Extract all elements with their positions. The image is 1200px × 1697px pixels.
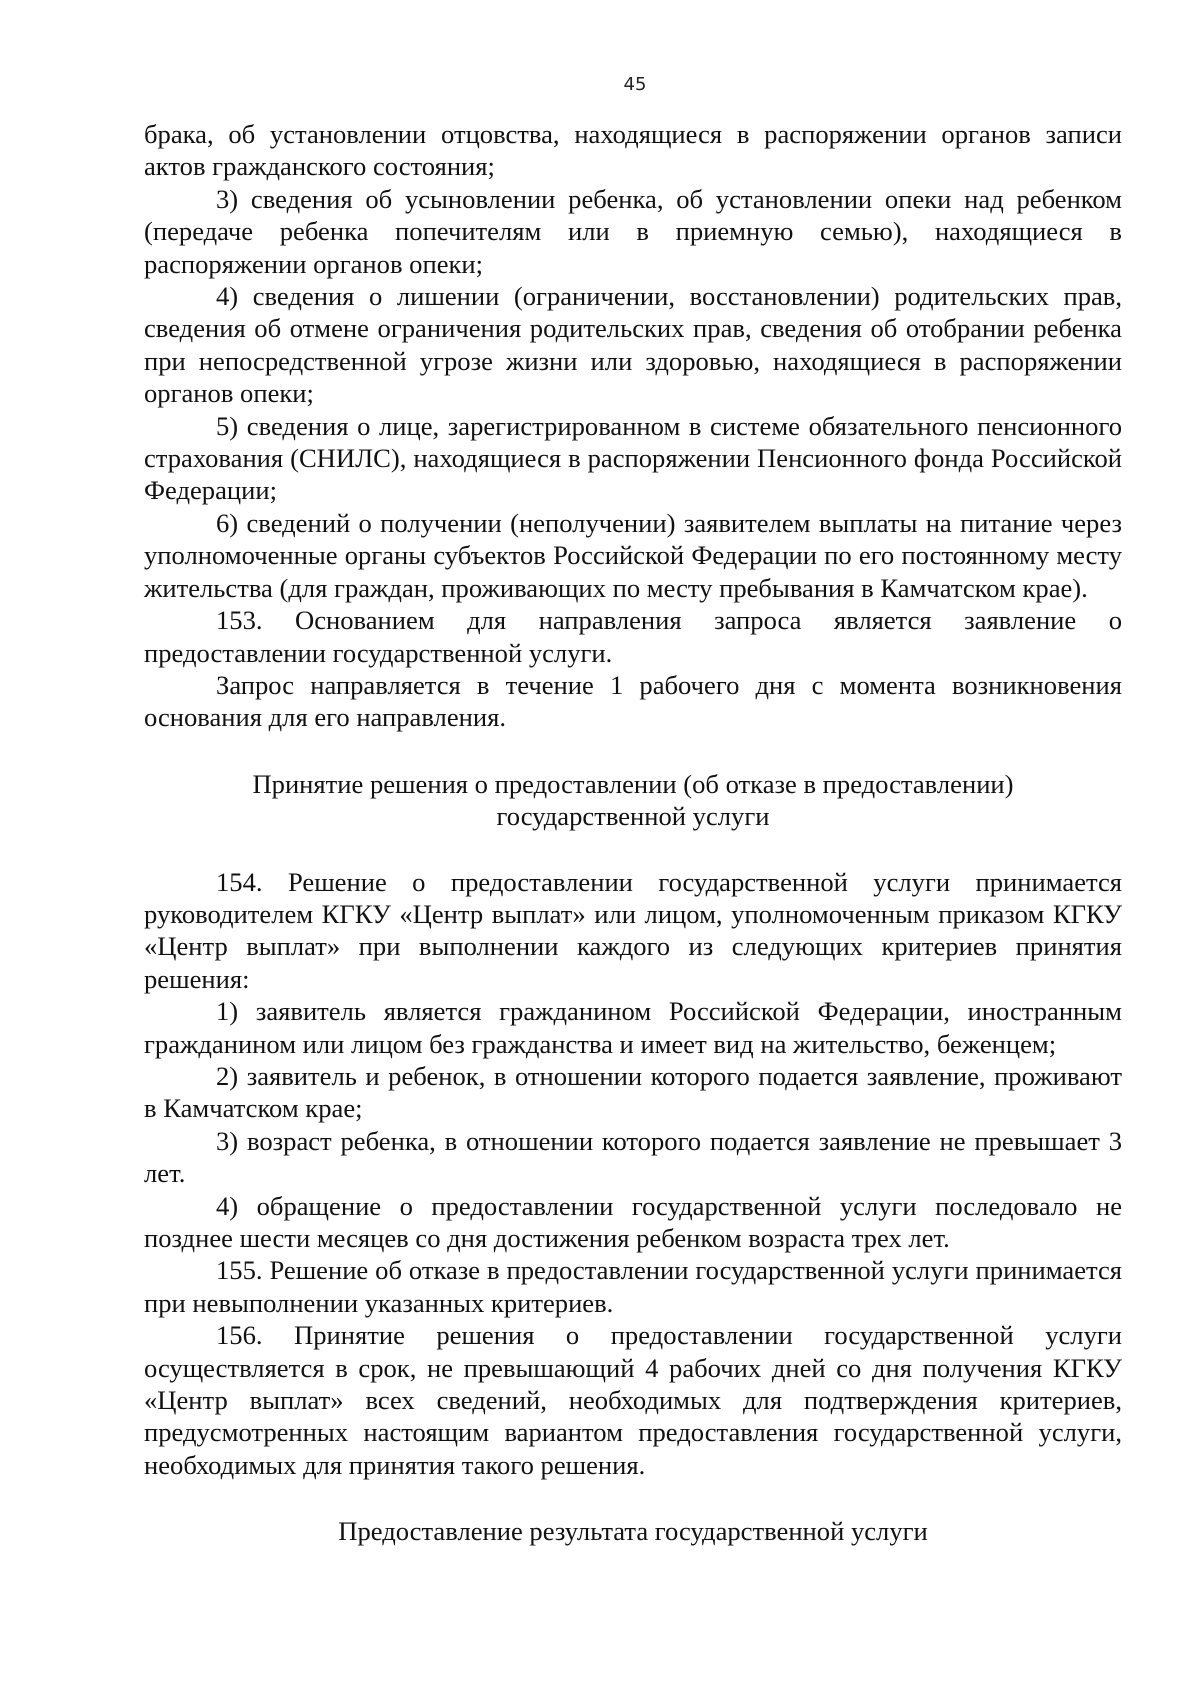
paragraph-item-4: 4) сведения о лишении (ограничении, восстановлении) родительских прав, сведения об отмене ограничения родительских прав, сведения об отобрании ребенка при непосредственной угрозе жизни или здоровью, находящиеся в распоряжении органов опеки; — [144, 281, 1122, 409]
paragraph-item-5: 5) сведения о лице, зарегистрированном в системе обязательного пенсионного страхования (СНИЛС), находящиеся в распоряжении Пенсионного фонда Российской Федерации; — [144, 410, 1122, 506]
document-body — [144, 118, 1122, 1548]
paragraph-156: 156. Принятие решения о предоставлении государственной услуги осуществляется в срок, не превышающий 4 рабочих дней со дня получения КГКУ «Центр выплат» всех сведений, необходимых для подтверждения критериев, предусмотренных настоящим вариантом предоставления государственной услуги, необходимых для принятия такого решения. — [144, 1320, 1122, 1480]
paragraph-153: 153. Основанием для направления запроса является заявление о предоставлении государственной услуги. — [144, 605, 1122, 668]
paragraph-request-timing: Запрос направляется в течение 1 рабочего дня с момента возникновения основания для его направления. — [144, 669, 1122, 733]
section-heading-decision — [144, 768, 1122, 833]
criterion-1: 1) заявитель является гражданином Российской Федерации, иностранным гражданином или лицом без гражданства и имеет вид на жительство, беженцем; — [144, 996, 1122, 1059]
section-heading-result: Предоставление результата государственной услуги — [338, 1516, 928, 1547]
criterion-2: 2) заявитель и ребенок, в отношении которого подается заявление, проживают в Камчатском крае; — [144, 1060, 1122, 1124]
section-heading-decision-line1: Принятие решения о предоставлении (об отказе в предоставлении) — [252, 768, 1014, 799]
paragraph-154: 154. Решение о предоставлении государственной услуги принимается руководителем КГКУ «Центр выплат» или лицом, уполномоченным приказом КГКУ «Центр выплат» при выполнении каждого из следующих критериев принятия решения: — [144, 866, 1122, 994]
paragraph-continuation: брака, об установлении отцовства, находящиеся в распоряжении органов записи актов гражданского состояния; — [144, 119, 1122, 182]
paragraph-155: 155. Решение об отказе в предоставлении государственной услуги принимается при невыполнении указанных критериев. — [144, 1255, 1122, 1318]
criterion-3: 3) возраст ребенка, в отношении которого подается заявление не превышает 3 лет. — [144, 1125, 1122, 1189]
paragraph-item-3: 3) сведения об усыновлении ребенка, об установлении опеки над ребенком (передаче ребенка попечителям или в приемную семью), находящиеся в распоряжении органов опеки; — [144, 183, 1122, 279]
criterion-4: 4) обращение о предоставлении государственной услуги последовало не позднее шести месяцев со дня достижения ребенком возраста трех лет. — [144, 1190, 1122, 1253]
paragraph-item-6: 6) сведений о получении (неполучении) заявителем выплаты на питание через уполномоченные органы субъектов Российской Федерации по его постоянному месту жительства (для граждан, проживающих по месту пребывания в Камчатском крае). — [144, 507, 1122, 603]
page-number: 45 — [623, 74, 647, 95]
section-heading-decision-line2: государственной услуги — [496, 801, 770, 832]
